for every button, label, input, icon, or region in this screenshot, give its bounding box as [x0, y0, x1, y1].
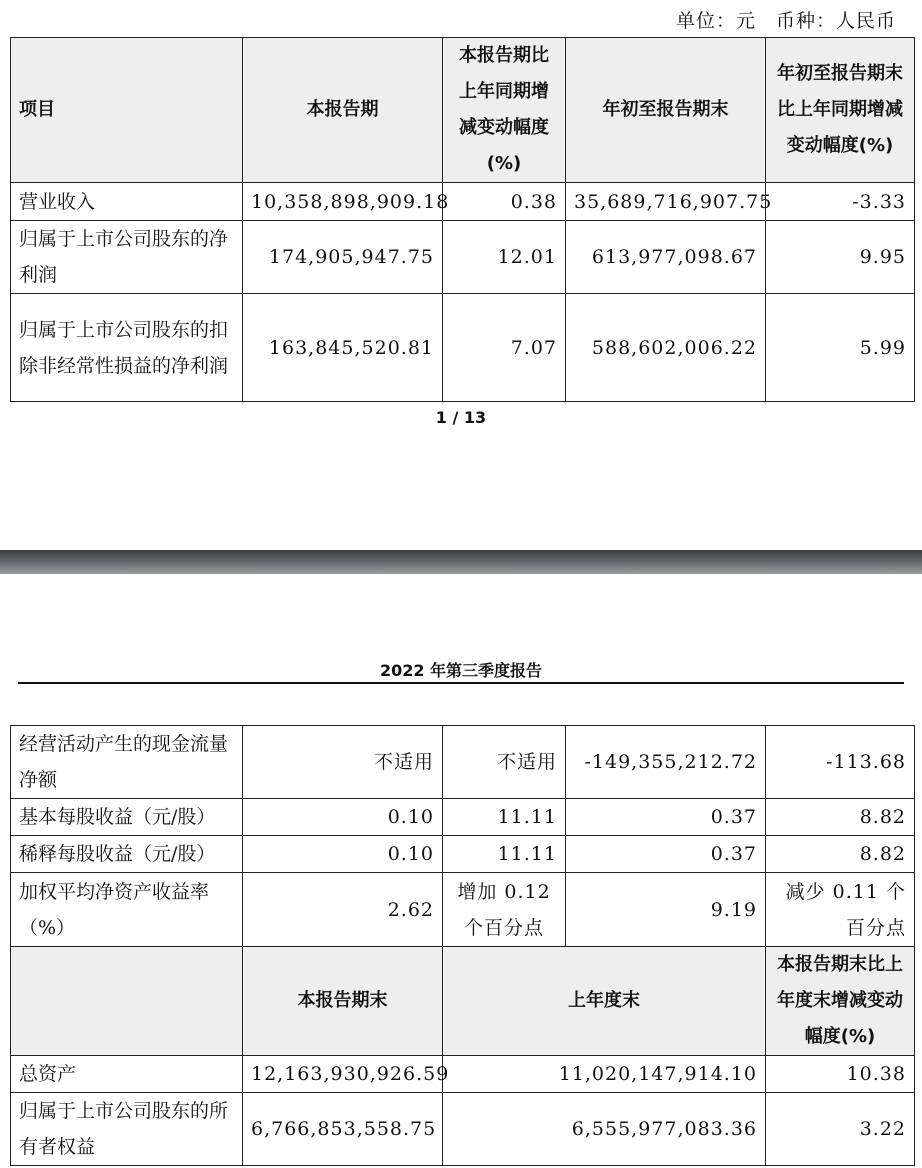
- row-label: 经营活动产生的现金流量净额: [11, 726, 243, 799]
- cell-last-year-end: 6,555,977,083.36: [443, 1093, 766, 1166]
- cell-current-change: 增加 0.12 个百分点: [443, 873, 566, 947]
- cell-ytd: 0.37: [566, 836, 766, 873]
- header-current-change: 本报告期比上年同期增减变动幅度(%): [443, 38, 566, 183]
- header-period-end-change: 本报告期末比上年度末增减变动幅度(%): [766, 947, 915, 1056]
- header-period-end: 本报告期末: [243, 947, 443, 1056]
- row-label: 归属于上市公司股东的扣除非经常性损益的净利润: [11, 294, 243, 402]
- row-label: 营业收入: [11, 183, 243, 221]
- cell-ytd: 35,689,716,907.75: [566, 183, 766, 221]
- cell-current-change: 11.11: [443, 799, 566, 836]
- cell-current: 163,845,520.81: [243, 294, 443, 402]
- table-row: [11, 1056, 915, 1093]
- table-row: [11, 294, 915, 402]
- table-row: [11, 183, 915, 221]
- title-rule: [18, 682, 904, 684]
- cell-current-change: 不适用: [443, 726, 566, 799]
- cell-ytd: 613,977,098.67: [566, 221, 766, 294]
- cell-current-change: 7.07: [443, 294, 566, 402]
- table-row: [11, 836, 915, 873]
- financial-data-table-bottom: [10, 725, 915, 1166]
- header-ytd: 年初至报告期末: [566, 38, 766, 183]
- table-subheader-row: [11, 947, 915, 1056]
- cell-current-change: 0.38: [443, 183, 566, 221]
- table-row: [11, 873, 915, 947]
- table-row: [11, 799, 915, 836]
- page-number: 1 / 13: [435, 408, 487, 427]
- cell-ytd-change: 9.95: [766, 221, 915, 294]
- cell-change: 3.22: [766, 1093, 915, 1166]
- cell-last-year-end: 11,020,147,914.10: [443, 1056, 766, 1093]
- row-label: 归属于上市公司股东的净利润: [11, 221, 243, 294]
- cell-current: 174,905,947.75: [243, 221, 443, 294]
- row-label: 总资产: [11, 1056, 243, 1093]
- table-row: [11, 1093, 915, 1166]
- row-label: 基本每股收益（元/股）: [11, 799, 243, 836]
- cell-ytd-change: 5.99: [766, 294, 915, 402]
- cell-ytd-change: 减少 0.11 个百分点: [766, 873, 915, 947]
- cell-period-end: 6,766,853,558.75: [243, 1093, 443, 1166]
- row-label: 加权平均净资产收益率（%）: [11, 873, 243, 947]
- cell-change: 10.38: [766, 1056, 915, 1093]
- cell-ytd-change: -113.68: [766, 726, 915, 799]
- page-separator: [0, 550, 922, 574]
- header-ytd-change: 年初至报告期末比上年同期增减变动幅度(%): [766, 38, 915, 183]
- cell-current: 0.10: [243, 799, 443, 836]
- cell-ytd-change: 8.82: [766, 799, 915, 836]
- financial-data-table-top: [10, 37, 915, 402]
- table-row: [11, 726, 915, 799]
- cell-ytd: 588,602,006.22: [566, 294, 766, 402]
- cell-period-end: 12,163,930,926.59: [243, 1056, 443, 1093]
- cell-current: 10,358,898,909.18: [243, 183, 443, 221]
- header-last-year-end: 上年度末: [443, 947, 766, 1056]
- cell-current: 不适用: [243, 726, 443, 799]
- cell-ytd-change: 8.82: [766, 836, 915, 873]
- cell-ytd-change: -3.33: [766, 183, 915, 221]
- table-row: [11, 221, 915, 294]
- table-header-row: [11, 38, 915, 183]
- row-label: 稀释每股收益（元/股）: [11, 836, 243, 873]
- cell-current: 2.62: [243, 873, 443, 947]
- cell-current: 0.10: [243, 836, 443, 873]
- header-item-blank: [11, 947, 243, 1056]
- cell-current-change: 11.11: [443, 836, 566, 873]
- cell-ytd: -149,355,212.72: [566, 726, 766, 799]
- header-current-period: 本报告期: [243, 38, 443, 183]
- cell-ytd: 0.37: [566, 799, 766, 836]
- unit-currency-line: 单位：元 币种：人民币: [675, 10, 896, 32]
- row-label: 归属于上市公司股东的所有者权益: [11, 1093, 243, 1166]
- cell-current-change: 12.01: [443, 221, 566, 294]
- header-item: 项目: [11, 38, 243, 183]
- cell-ytd: 9.19: [566, 873, 766, 947]
- report-title: 2022 年第三季度报告: [379, 661, 543, 680]
